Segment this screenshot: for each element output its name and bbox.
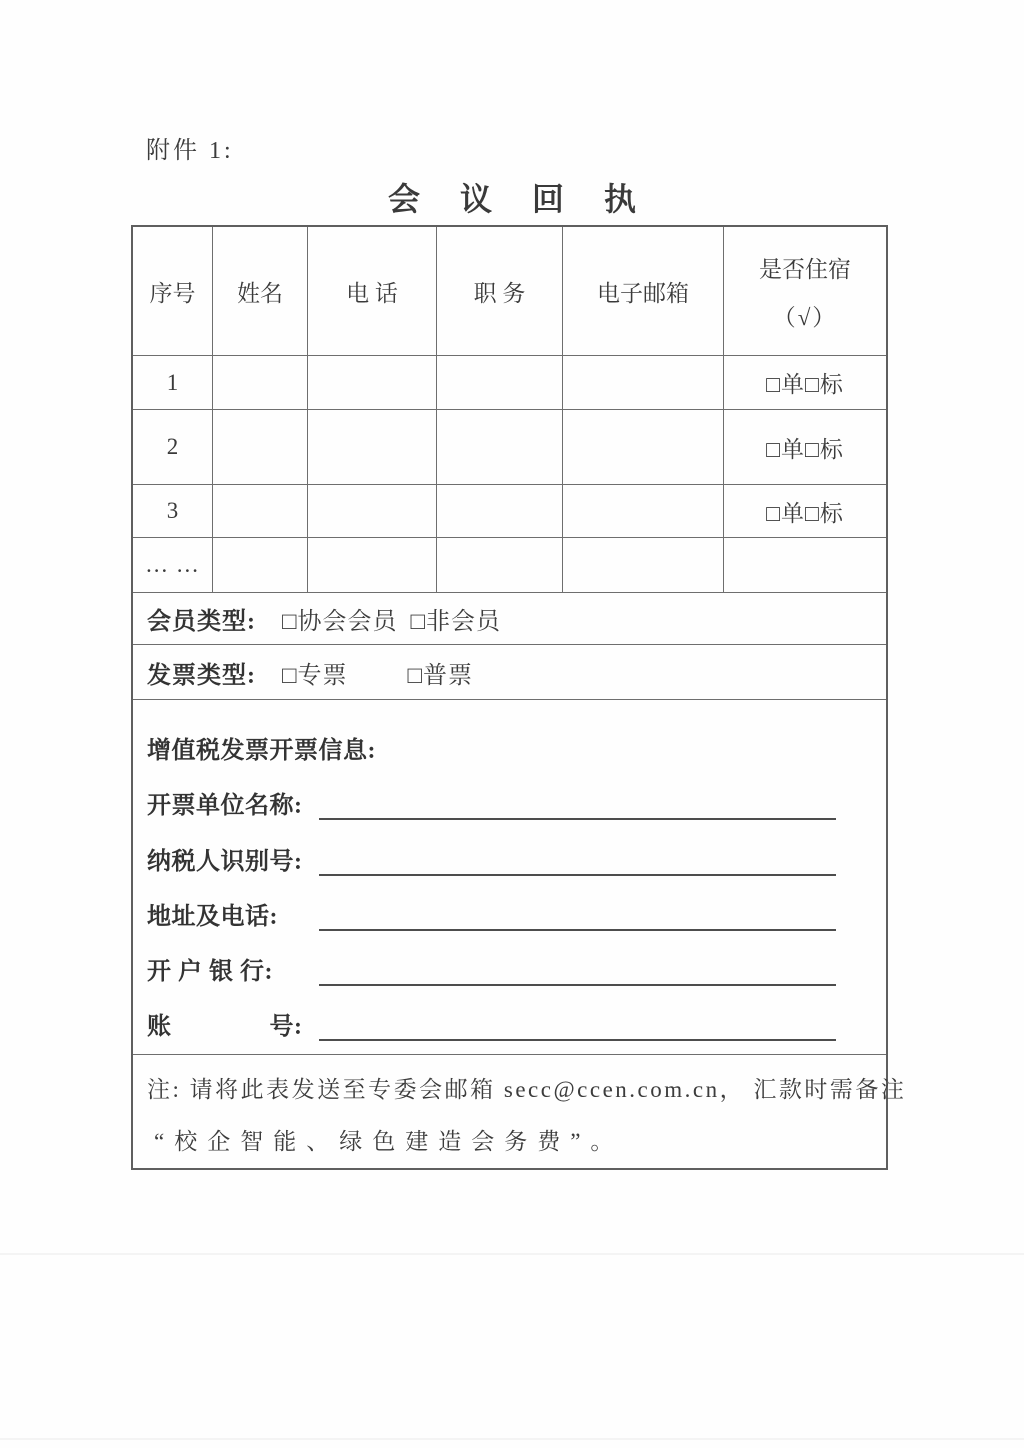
invoice-option-general-checkbox: □普票 (407, 662, 473, 689)
vat-invoice-section (133, 700, 886, 1055)
scan-artifact-line (0, 1438, 1024, 1440)
member-option-association-checkbox: □协会会员 (282, 609, 398, 635)
vat-field-company-name (147, 785, 836, 817)
row-number-cell: … … (133, 538, 213, 593)
invoice-type-row (133, 645, 886, 700)
lodging-options-cell: □单□标 (724, 356, 886, 410)
vat-field-address-phone (147, 896, 836, 928)
lodging-header-checkmark: （√） (772, 304, 838, 330)
name-cell (213, 485, 308, 538)
vat-field-blank-line (319, 1011, 836, 1041)
vat-field-bank (147, 951, 836, 983)
attendee-table (133, 227, 886, 593)
phone-cell (308, 538, 437, 593)
lodging-header-text: 是否住宿 (759, 256, 851, 282)
header-cell-email: 电子邮箱 (563, 227, 724, 356)
member-type-row (133, 593, 886, 645)
note-line-2: “校企智能、绿色建造会务费”。 (154, 1129, 624, 1154)
vat-field-blank-line (319, 956, 836, 986)
position-cell (437, 410, 563, 485)
name-cell (213, 538, 308, 593)
position-cell (437, 485, 563, 538)
phone-cell (308, 410, 437, 485)
vat-field-label: 账 号: (147, 1014, 303, 1040)
meeting-reply-form (131, 225, 907, 1170)
name-cell (213, 356, 308, 410)
lodging-options-cell: □单□标 (724, 410, 886, 485)
header-cell-name: 姓名 (213, 227, 308, 356)
note-section (133, 1055, 907, 1168)
row-number-cell: 2 (133, 410, 213, 485)
header-cell-no: 序号 (133, 227, 213, 356)
vat-field-account-number (147, 1006, 836, 1038)
row-number-cell: 3 (133, 485, 213, 538)
vat-field-taxpayer-id (147, 841, 836, 873)
name-cell (213, 410, 308, 485)
vat-field-label: 纳税人识别号: (147, 849, 303, 875)
member-type-label: 会员类型: (147, 609, 256, 635)
lodging-options-cell: □单□标 (724, 485, 886, 538)
position-cell (437, 356, 563, 410)
member-option-nonmember-checkbox: □非会员 (410, 609, 501, 635)
vat-field-blank-line (319, 846, 836, 876)
email-cell (563, 410, 724, 485)
scan-artifact-line (0, 1253, 1024, 1255)
invoice-type-label: 发票类型: (147, 662, 256, 689)
header-cell-phone: 电 话 (308, 227, 437, 356)
header-cell-position: 职 务 (437, 227, 563, 356)
note-line-1: 注: 请将此表发送至专委会邮箱 secc@ccen.com.cn， 汇款时需备注 (147, 1077, 907, 1102)
vat-field-blank-line (319, 901, 836, 931)
vat-field-label: 开 户 银 行: (147, 959, 273, 985)
vat-section-heading: 增值税发票开票信息: (147, 738, 376, 764)
invoice-option-special-checkbox: □专票 (282, 662, 348, 689)
vat-field-label: 地址及电话: (147, 904, 278, 930)
phone-cell (308, 485, 437, 538)
header-cell-lodging (724, 227, 886, 356)
phone-cell (308, 356, 437, 410)
lodging-options-cell (724, 538, 886, 593)
attachment-label: 附件 1: (146, 138, 234, 164)
email-cell (563, 356, 724, 410)
page-title: 会 议 回 执 (387, 181, 652, 217)
vat-field-blank-line (319, 790, 836, 820)
email-cell (563, 538, 724, 593)
vat-field-label: 开票单位名称: (147, 793, 303, 819)
email-cell (563, 485, 724, 538)
row-number-cell: 1 (133, 356, 213, 410)
position-cell (437, 538, 563, 593)
